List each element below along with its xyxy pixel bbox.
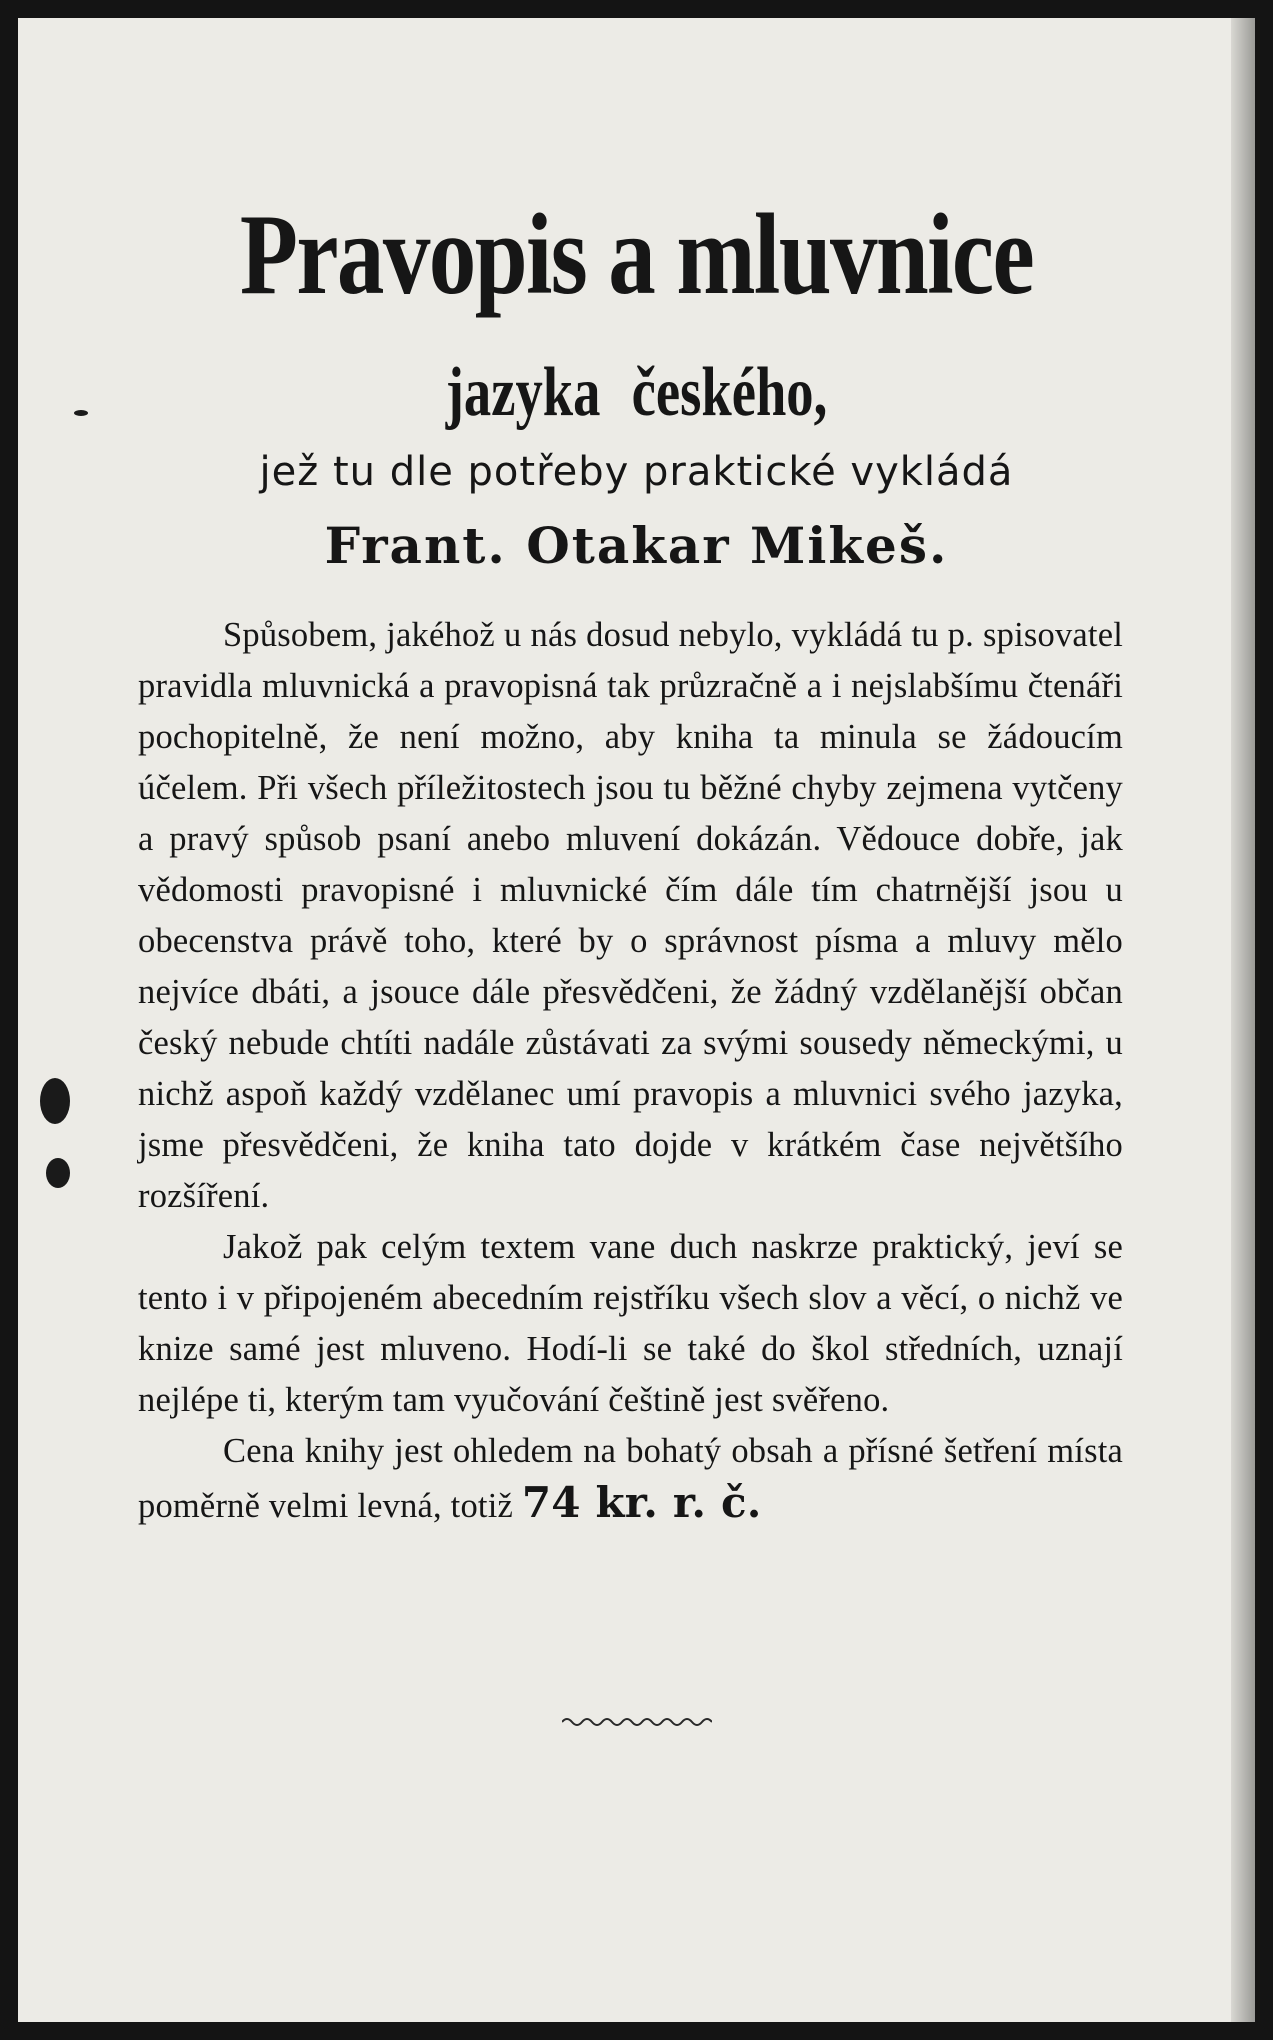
page (18, 18, 1255, 2022)
subtitle-part-2: českého, (631, 354, 828, 431)
paragraph-1: Spůsobem, jakéhož u nás dosud nebylo, vykládá tu p. spisovatel pravidla mluvnická a pravopisná tak průzračně a i nejslabšímu čtenáři pochopitelně, že není možno, aby kniha ta minula se žádoucím účelem. Při všech příležitostech jsou tu běžné chyby zejmena vytčeny a pravý spůsob psaní anebo mluvení dokázán. Vědouce dobře, jak vědomosti pravopisné i mluvnické čím dále tím chatrnější jsou u obecenstva právě toho, které by o správnost písma a mluvy mělo nejvíce dbáti, a jsouce dále přesvědčeni, že žádný vzdělanější občan český nebude chtíti nadále zůstávati za svými sousedy německými, u nichž aspoň každý vzdělanec umí pravopis a mluvnici svého jazyka, jsme přesvědčeni, že kniha tato dojde v krátkém čase největšího rozšíření. (138, 616, 1123, 1215)
ink-blot (40, 1078, 70, 1124)
paragraph-price (138, 1426, 1123, 1532)
paragraph-2: Jakož pak celým textem vane duch naskrze praktický, jeví se tento i v připojeném abecedním rejstříku všech slov a věcí, o nichž ve knize samé jest mluveno. Hodí-li se také do škol středních, uznají nejlépe ti, kterým tam vyučování češtině jest svěřeno. (138, 1228, 1123, 1419)
subtitle (154, 353, 1119, 433)
author-name: Frant. Otakar Mikeš. (324, 516, 949, 575)
decorative-squiggle-divider (18, 1714, 1255, 1734)
subtitle-part-1: jazyka (445, 354, 601, 431)
byline: jež tu dle potřeby praktické vykládá (259, 449, 1014, 495)
ink-speck (74, 410, 88, 416)
main-title: Pravopis a mluvnice (239, 191, 1034, 319)
price-text: Cena knihy jest ohledem na bohatý obsah a přísné šetření místa poměrně velmi levná, totiž (138, 1432, 1123, 1525)
ink-blot (46, 1158, 70, 1188)
body-text (138, 610, 1123, 1532)
squiggle-icon (562, 1714, 712, 1730)
price-value: 74 kr. r. č. (521, 1478, 762, 1527)
